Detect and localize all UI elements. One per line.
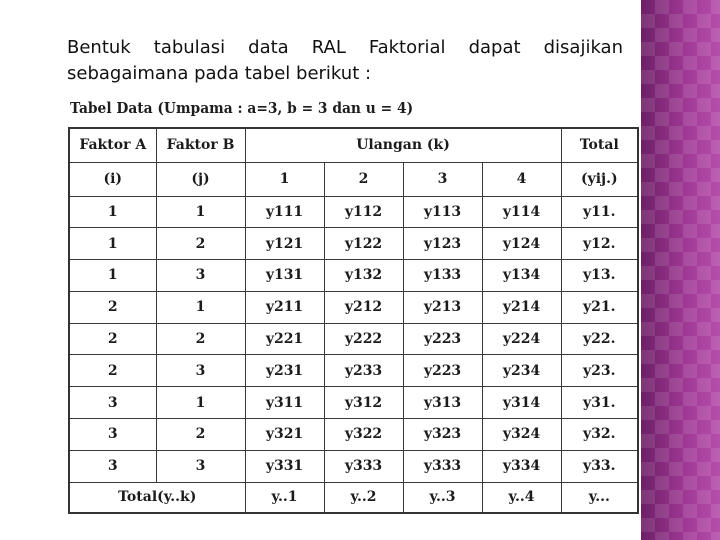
header-total-index: (yij.) (561, 162, 638, 196)
cell-ulangan-4: y224 (482, 323, 561, 355)
header-faktor-b-index: (j) (156, 162, 245, 196)
intro-paragraph: Bentuk tabulasi data RAL Faktorial dapat disajikan sebagaimana pada tabel berikut : (67, 37, 623, 84)
header-ulangan-3: 3 (403, 162, 482, 196)
cell-total: y21. (561, 291, 638, 323)
header-ulangan-4: 4 (482, 162, 561, 196)
cell-ulangan-3: y223 (403, 323, 482, 355)
cell-total: y11. (561, 196, 638, 228)
cell-ulangan-3: y333 (403, 450, 482, 482)
cell-total: y32. (561, 419, 638, 451)
decorative-side-panel (641, 0, 720, 540)
cell-faktor-b: 1 (156, 387, 245, 419)
cell-ulangan-2: y312 (324, 387, 403, 419)
cell-faktor-a: 2 (69, 355, 156, 387)
cell-ulangan-3: y113 (403, 196, 482, 228)
table-body (69, 196, 638, 482)
table-row (69, 387, 638, 419)
table-title: Tabel Data (Umpama : a=3, b = 3 dan u = 4) (70, 99, 414, 117)
cell-faktor-a: 1 (69, 196, 156, 228)
cell-faktor-a: 2 (69, 323, 156, 355)
cell-faktor-a: 3 (69, 450, 156, 482)
cell-ulangan-2: y132 (324, 260, 403, 292)
cell-faktor-b: 2 (156, 323, 245, 355)
cell-ulangan-1: y221 (245, 323, 324, 355)
cell-ulangan-2: y322 (324, 419, 403, 451)
cell-ulangan-1: y231 (245, 355, 324, 387)
table-row (69, 260, 638, 292)
header-ulangan-1: 1 (245, 162, 324, 196)
cell-total: y22. (561, 323, 638, 355)
footer-label: Total(y..k) (69, 482, 245, 513)
table-row (69, 323, 638, 355)
cell-ulangan-2: y222 (324, 323, 403, 355)
cell-total: y12. (561, 228, 638, 260)
footer-value-4: y..4 (482, 482, 561, 513)
cell-ulangan-1: y321 (245, 419, 324, 451)
table-row (69, 291, 638, 323)
cell-ulangan-4: y324 (482, 419, 561, 451)
footer-value-2: y..2 (324, 482, 403, 513)
cell-total: y13. (561, 260, 638, 292)
factorial-data-table (68, 127, 639, 514)
cell-ulangan-4: y314 (482, 387, 561, 419)
cell-total: y23. (561, 355, 638, 387)
cell-ulangan-2: y233 (324, 355, 403, 387)
table-footer-row (69, 482, 638, 513)
cell-ulangan-3: y313 (403, 387, 482, 419)
cell-faktor-b: 3 (156, 450, 245, 482)
cell-ulangan-1: y211 (245, 291, 324, 323)
footer-value-3: y..3 (403, 482, 482, 513)
cell-ulangan-4: y124 (482, 228, 561, 260)
table-row (69, 196, 638, 228)
header-total: Total (561, 128, 638, 162)
cell-faktor-b: 3 (156, 260, 245, 292)
cell-ulangan-1: y311 (245, 387, 324, 419)
cell-total: y31. (561, 387, 638, 419)
cell-faktor-b: 2 (156, 228, 245, 260)
cell-faktor-a: 3 (69, 419, 156, 451)
footer-value-1: y..1 (245, 482, 324, 513)
cell-ulangan-3: y213 (403, 291, 482, 323)
cell-ulangan-4: y234 (482, 355, 561, 387)
header-faktor-a: Faktor A (69, 128, 156, 162)
cell-ulangan-3: y323 (403, 419, 482, 451)
table-row (69, 355, 638, 387)
cell-faktor-b: 1 (156, 196, 245, 228)
table-row (69, 228, 638, 260)
cell-ulangan-2: y212 (324, 291, 403, 323)
cell-faktor-a: 1 (69, 228, 156, 260)
cell-ulangan-4: y334 (482, 450, 561, 482)
cell-ulangan-1: y111 (245, 196, 324, 228)
footer-grand-total: y... (561, 482, 638, 513)
cell-ulangan-4: y114 (482, 196, 561, 228)
cell-faktor-b: 3 (156, 355, 245, 387)
cell-ulangan-3: y223 (403, 355, 482, 387)
header-ulangan: Ulangan (k) (245, 128, 561, 162)
header-faktor-b: Faktor B (156, 128, 245, 162)
cell-faktor-a: 3 (69, 387, 156, 419)
cell-ulangan-2: y122 (324, 228, 403, 260)
cell-ulangan-3: y123 (403, 228, 482, 260)
cell-ulangan-4: y214 (482, 291, 561, 323)
cell-ulangan-2: y333 (324, 450, 403, 482)
table-row (69, 419, 638, 451)
cell-ulangan-1: y121 (245, 228, 324, 260)
cell-ulangan-4: y134 (482, 260, 561, 292)
cell-total: y33. (561, 450, 638, 482)
cell-ulangan-3: y133 (403, 260, 482, 292)
cell-ulangan-2: y112 (324, 196, 403, 228)
cell-faktor-a: 2 (69, 291, 156, 323)
cell-faktor-a: 1 (69, 260, 156, 292)
header-faktor-a-index: (i) (69, 162, 156, 196)
cell-faktor-b: 1 (156, 291, 245, 323)
header-ulangan-2: 2 (324, 162, 403, 196)
cell-ulangan-1: y331 (245, 450, 324, 482)
cell-ulangan-1: y131 (245, 260, 324, 292)
cell-faktor-b: 2 (156, 419, 245, 451)
table-row (69, 450, 638, 482)
